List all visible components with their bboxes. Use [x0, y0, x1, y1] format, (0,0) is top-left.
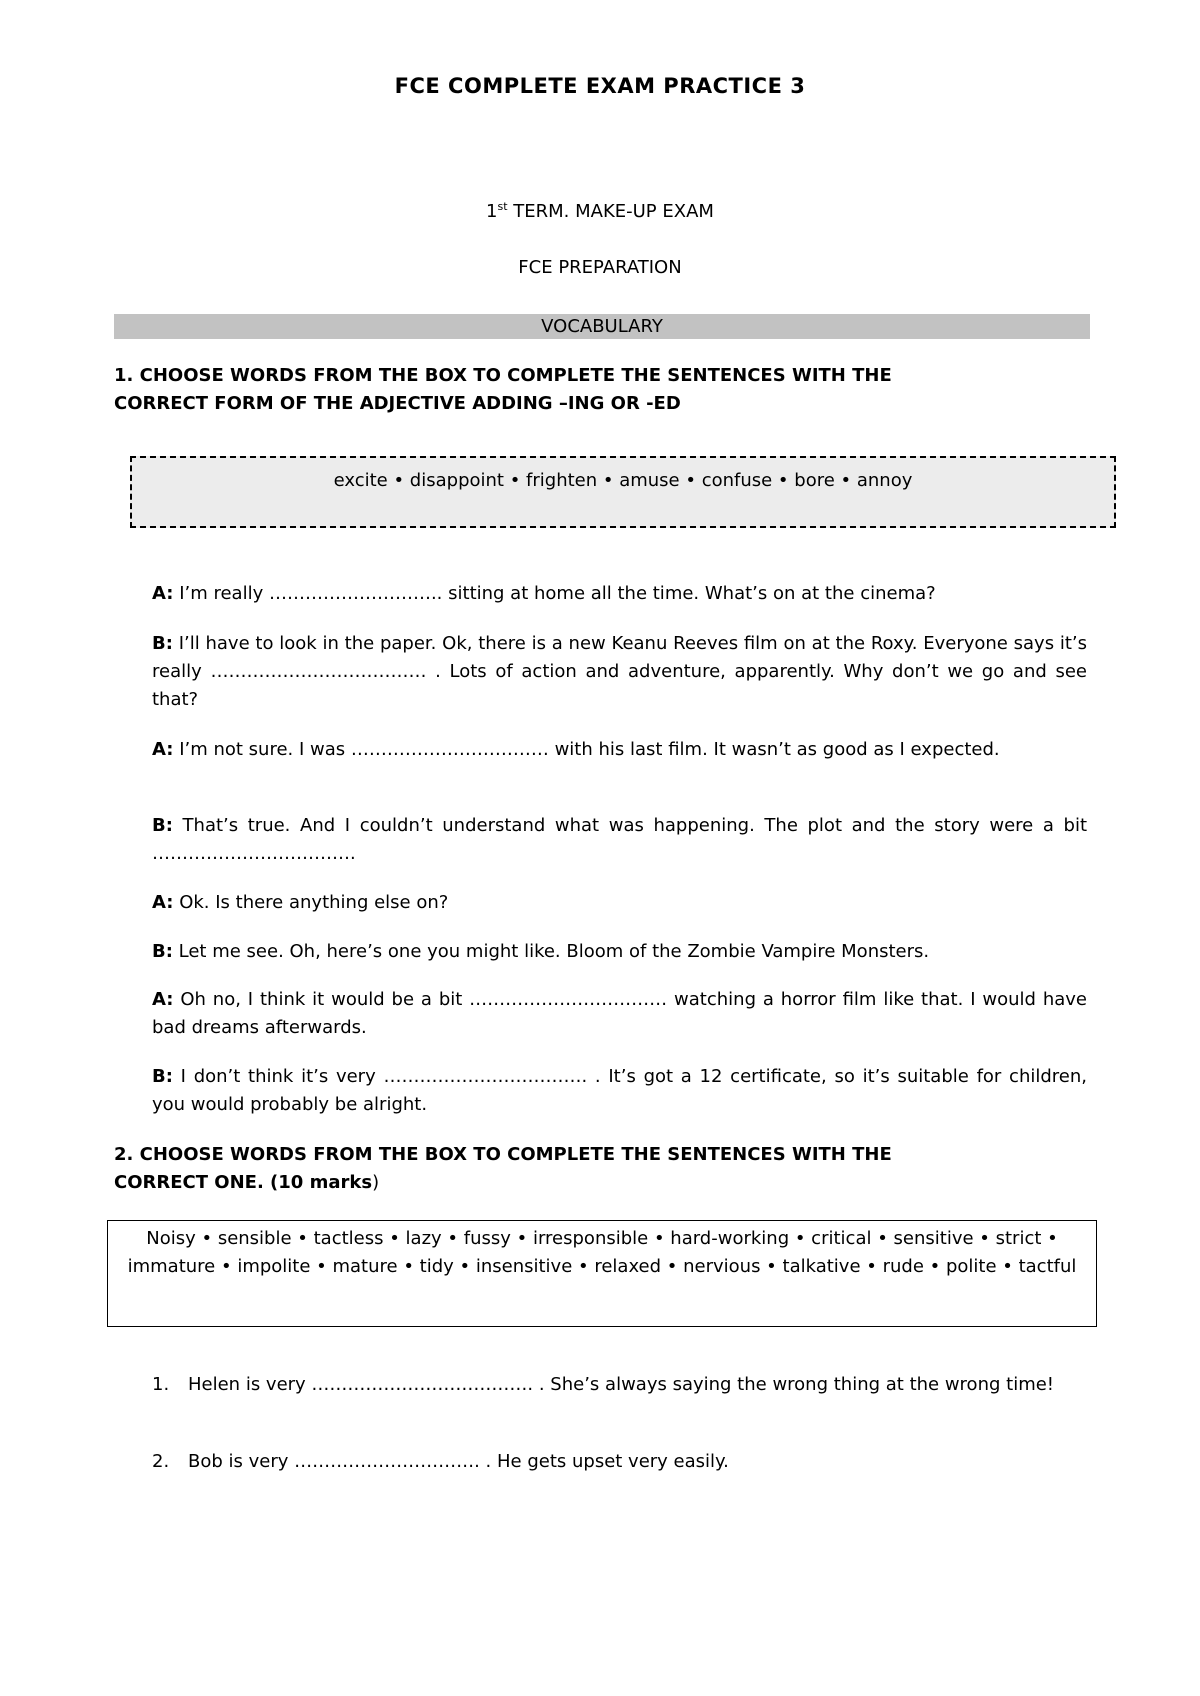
question-text: Bob is very …………………………. . He gets upset very easily.	[188, 1451, 729, 1472]
speaker-label: B:	[152, 1066, 173, 1087]
dialogue-text: Let me see. Oh, here’s one you might like. Bloom of the Zombie Vampire Monsters.	[172, 941, 930, 962]
exercise-2-heading-line-2	[114, 1169, 1014, 1197]
speaker-label: A:	[152, 892, 174, 913]
dialogue-line	[152, 889, 1087, 917]
question-number: 2.	[152, 1451, 170, 1472]
dialogue-line	[152, 986, 1087, 1042]
exercise-1-heading	[114, 362, 1014, 418]
exercise-1-heading-line-1: 1. CHOOSE WORDS FROM THE BOX TO COMPLETE THE SENTENCES WITH THE	[114, 365, 892, 386]
word-box-adjectives	[130, 456, 1116, 528]
term-ordinal-suffix: st	[497, 200, 508, 213]
word-box-personality-text: Noisy • sensible • tactless • lazy • fussy • irresponsible • hard-working • critical • sensitive • strict • immature • impolite • mature • tidy • insensitive • relaxed • nervious • talkative • rude • polite • tactful	[127, 1228, 1077, 1277]
question-text: Helen is very ………………………………. . She’s always saying the wrong thing at the wrong time!	[188, 1374, 1055, 1395]
term-label: TERM. MAKE-UP EXAM	[507, 201, 714, 222]
exercise-1-heading-line-2: CORRECT FORM OF THE ADJECTIVE ADDING –ING OR -ED	[114, 393, 681, 414]
term-ordinal: 1	[486, 201, 498, 222]
dialogue-line	[152, 630, 1087, 714]
dialogue-text: I don’t think it’s very ……………………………. . It’s got a 12 certificate, so it’s suitable for children, you would probably be alright.	[152, 1066, 1087, 1115]
word-box-adjectives-text: excite • disappoint • frighten • amuse • confuse • bore • annoy	[333, 470, 913, 491]
preparation-subtitle: FCE PREPARATION	[518, 257, 682, 278]
dialogue-line	[152, 736, 1087, 764]
dialogue-text: I’ll have to look in the paper. Ok, there is a new Keanu Reeves film on at the Roxy. Everyone says it’s really ……………………………… . Lots of action and adventure, apparently. Why don’t we go and see that?	[152, 633, 1087, 710]
exercise-2-heading	[114, 1141, 1014, 1197]
dialogue-line	[152, 1063, 1087, 1119]
word-box-personality	[107, 1220, 1097, 1327]
section-banner-vocabulary: VOCABULARY	[114, 314, 1090, 339]
dialogue-text: I’m really ……………………….. sitting at home all the time. What’s on at the cinema?	[173, 583, 936, 604]
page-title: FCE COMPLETE EXAM PRACTICE 3	[394, 74, 806, 98]
speaker-label: A:	[152, 583, 174, 604]
exercise-2-heading-line-1: 2. CHOOSE WORDS FROM THE BOX TO COMPLETE THE SENTENCES WITH THE	[114, 1144, 892, 1165]
dialogue-line	[152, 580, 1087, 608]
dialogue-text: I’m not sure. I was …………………………… with his last film. It wasn’t as good as I expected.	[173, 739, 1000, 760]
speaker-label: A:	[152, 989, 174, 1010]
term-subtitle	[0, 200, 1200, 222]
speaker-label: A:	[152, 739, 174, 760]
dialogue-line	[152, 812, 1087, 868]
dialogue-line	[152, 938, 1087, 966]
dialogue-text: That’s true. And I couldn’t understand what was happening. The plot and the story were a bit …………………………….	[152, 815, 1087, 864]
exercise-2-heading-line-2-tail: )	[372, 1172, 380, 1193]
dialogue-text: Ok. Is there anything else on?	[173, 892, 449, 913]
question-number: 1.	[152, 1374, 170, 1395]
speaker-label: B:	[152, 815, 173, 836]
speaker-label: B:	[152, 941, 173, 962]
exercise-2-heading-line-2-bold: CORRECT ONE. (10 marks	[114, 1172, 373, 1193]
speaker-label: B:	[152, 633, 173, 654]
dialogue-text: Oh no, I think it would be a bit …………………………… watching a horror film like that. I would have bad dreams afterwards.	[152, 989, 1087, 1038]
